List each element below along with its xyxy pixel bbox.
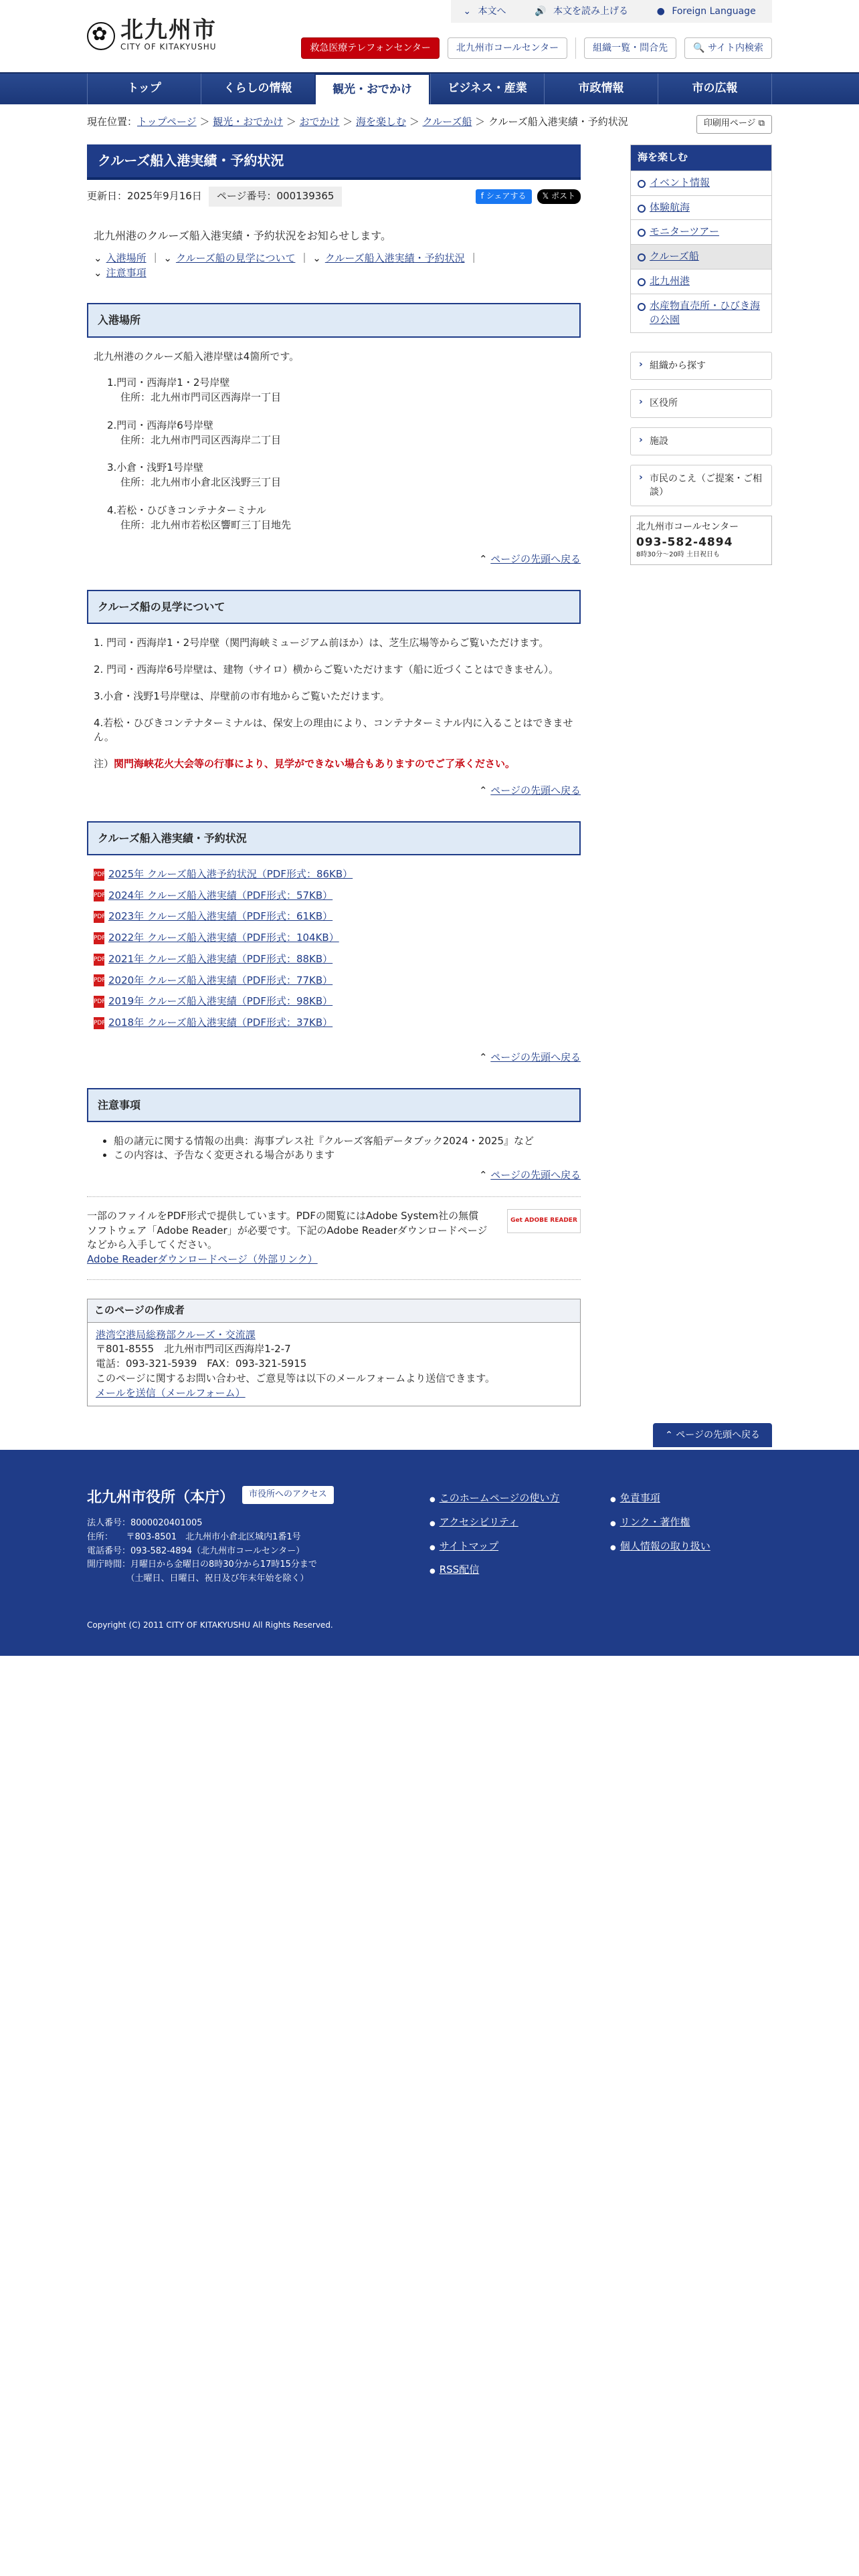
pdf-icon: PDF: [94, 954, 104, 966]
author-phone: 電話：093-321-5939 FAX：093-321-5915: [96, 1358, 307, 1370]
breadcrumb-link[interactable]: クルーズ船: [422, 116, 472, 128]
section-text: 3.小倉・浅野1号岸壁は、岸壁前の市有地からご覧いただけます。: [94, 689, 390, 702]
breadcrumb-link[interactable]: 観光・おでかけ: [213, 116, 284, 128]
pdf-link[interactable]: 2023年 クルーズ船入港実績（PDF形式：61KB）: [108, 910, 333, 923]
list-item: 3.小倉・浅野1号岸壁 住所：北九州市小倉北区浅野三丁目: [107, 461, 282, 489]
foreign-language-link[interactable]: ● Foreign Language: [656, 5, 756, 17]
breadcrumb-link[interactable]: トップページ: [137, 116, 197, 128]
access-button[interactable]: 市役所へのアクセス: [242, 1486, 334, 1504]
read-aloud-link[interactable]: 🔊 本文を読み上げる: [535, 5, 629, 17]
nav-city-info[interactable]: 市政情報: [544, 74, 658, 104]
notes-list: [114, 1134, 581, 1164]
pdf-link[interactable]: 2020年 クルーズ船入港実績（PDF形式：77KB）: [108, 974, 333, 986]
page-top-button[interactable]: ⌃ ページの先頭へ戻る: [653, 1423, 772, 1447]
breadcrumb-current: クルーズ船入港実績・予約状況: [488, 116, 628, 128]
logo-name: 北九州市: [120, 17, 217, 43]
call-center-banner[interactable]: [630, 516, 772, 564]
sidebar-item[interactable]: モニターツアー: [650, 225, 719, 238]
call-center-number: 093-582-4894: [636, 535, 733, 549]
footer-link[interactable]: リンク・著作権: [619, 1515, 690, 1528]
adobe-reader-badge[interactable]: Get ADOBE READER: [507, 1209, 581, 1233]
breadcrumb-link[interactable]: おでかけ: [299, 116, 340, 128]
back-to-top-link[interactable]: ページの先頭へ戻る: [490, 1169, 581, 1182]
sidebar-item[interactable]: イベント情報: [650, 176, 710, 189]
section-heading: 入港場所: [87, 303, 581, 337]
back-to-top-link[interactable]: ページの先頭へ戻る: [490, 553, 581, 566]
logo-english: CITY OF KITAKYUSHU: [120, 42, 217, 51]
section-text: 2. 門司・西海岸6号岸壁は、建物（サイロ）横からご覧いただけます（船に近づくことはできません）。: [94, 663, 559, 676]
section-text: 北九州港のクルーズ船入港岸壁は4箇所です。: [94, 350, 300, 362]
toc-link[interactable]: クルーズ船の見学について: [175, 251, 296, 264]
search-icon: 🔍: [693, 43, 705, 53]
site-search-button[interactable]: 🔍 サイト内検索: [684, 37, 772, 59]
footer-office-name: 北九州市役所（本庁）: [87, 1489, 235, 1506]
copyright: Copyright (C) 2011 CITY OF KITAKYUSHU All Rights Reserved.: [87, 1620, 333, 1630]
adobe-reader-notice: [87, 1196, 581, 1280]
mail-form-link[interactable]: メールを送信（メールフォーム）: [96, 1386, 246, 1399]
emergency-telephone-button[interactable]: 救急医療テレフォンセンター: [301, 37, 439, 59]
facilities-button[interactable]: › 施設: [630, 427, 772, 455]
author-inquiry: このページに関するお問い合わせ、ご意見等は以下のメールフォームより送信できます。: [96, 1372, 496, 1384]
toc-link[interactable]: 入港場所: [106, 251, 147, 264]
sidebar-item[interactable]: 水産物直売所・ひびき海の公園: [650, 299, 761, 326]
footer-link[interactable]: サイトマップ: [439, 1539, 499, 1552]
pdf-icon: PDF: [94, 889, 104, 901]
list-item: • 船の諸元に関する情報の出典：海事プレス社『クルーズ客船データブック2024・2025』など: [114, 1134, 581, 1149]
facebook-share-button[interactable]: f シェアする: [476, 189, 532, 203]
pdf-icon: PDF: [94, 932, 104, 944]
pdf-icon: PDF: [94, 911, 104, 923]
pdf-link[interactable]: 2024年 クルーズ船入港実績（PDF形式：57KB）: [108, 889, 333, 901]
print-page-button[interactable]: 印刷用ページ ⧉: [696, 115, 772, 134]
pdf-link[interactable]: 2019年 クルーズ船入港実績（PDF形式：98KB）: [108, 995, 333, 1008]
page-toc: ⌄ 入港場所 ｜ ⌄ クルーズ船の見学について ｜ ⌄ クルーズ船入港実績・予約状況 ｜ ⌄ 注意事項: [94, 251, 479, 279]
footer-link[interactable]: 個人情報の取り扱い: [619, 1539, 710, 1552]
list-item: 1.門司・西海岸1・2号岸壁 住所：北九州市門司区西海岸一丁目: [107, 377, 282, 404]
global-nav: [0, 72, 859, 104]
ward-office-button[interactable]: › 区役所: [630, 389, 772, 417]
updated-date: 更新日：2025年9月16日: [87, 190, 202, 202]
site-header: [87, 0, 772, 72]
list-item: 2.門司・西海岸6号岸壁 住所：北九州市門司区西海岸二丁目: [107, 419, 282, 446]
header-buttons: [301, 37, 772, 59]
divider: [575, 37, 576, 59]
section-text: 1. 門司・西海岸1・2号岸壁（関門海峡ミュージアム前ほか）は、芝生広場等からご覧いただけます。: [94, 637, 549, 649]
utility-links: [451, 0, 772, 23]
sidebar: [630, 144, 772, 1406]
section-heading: クルーズ船入港実績・予約状況: [87, 821, 581, 855]
nav-living[interactable]: くらしの情報: [201, 74, 314, 104]
breadcrumb-link[interactable]: 海を楽しむ: [356, 116, 407, 128]
footer-link[interactable]: 免責事項: [619, 1492, 660, 1504]
footer-address: 法人番号：8000020401005 住所： 〒803-8501 北九州市小倉北区城内1番1号 電話番号：093-582-4894（北九州市コールセンター） 開庁時間：月曜日から金曜日の8時30分から17時15分まで （土曜日、日曜日、祝日及び年末年始を除く）: [87, 1518, 317, 1584]
call-center-button[interactable]: 北九州市コールセンター: [448, 37, 567, 59]
author-address: 〒801-8555 北九州市門司区西海岸1-2-7: [96, 1343, 291, 1356]
breadcrumb-prefix: 現在位置：: [87, 116, 138, 128]
back-to-top-link[interactable]: ページの先頭へ戻る: [490, 1051, 581, 1063]
page-title: クルーズ船入港実績・予約状況: [87, 144, 581, 180]
call-center-name: 北九州市コールセンター: [636, 522, 739, 533]
list-item: • この内容は、予告なく変更される場合があります: [114, 1148, 581, 1163]
pdf-link[interactable]: 2018年 クルーズ船入港実績（PDF形式：37KB）: [108, 1016, 333, 1029]
section-heading: 注意事項: [87, 1088, 581, 1122]
footer-links: [430, 1491, 744, 1578]
footer-link[interactable]: アクセシビリティ: [439, 1515, 518, 1528]
pdf-link[interactable]: 2025年 クルーズ船入港予約状況（PDF形式：86KB）: [108, 867, 353, 880]
sidebar-item[interactable]: 体験航海: [650, 201, 690, 213]
pdf-icon: PDF: [94, 974, 104, 986]
pdf-link[interactable]: 2021年 クルーズ船入港実績（PDF形式：88KB）: [108, 952, 333, 965]
page-number: ページ番号：000139365: [209, 187, 343, 207]
nav-tourism[interactable]: 観光・おでかけ: [314, 74, 430, 104]
breadcrumb: 現在位置：トップページ ＞ 観光・おでかけ ＞ おでかけ ＞ 海を楽しむ ＞ クルーズ船 ＞ クルーズ船入港実績・予約状況 印刷用ページ ⧉: [87, 104, 772, 144]
footer-link[interactable]: このホームページの使い方: [439, 1492, 560, 1504]
adobe-download-link[interactable]: Adobe Readerダウンロードページ（外部リンク）: [87, 1253, 318, 1266]
nav-top[interactable]: トップ: [87, 74, 201, 104]
section-text: 4.若松・ひびきコンテナターミナルは、保安上の理由により、コンテナターミナル内に入ることはできません。: [94, 716, 573, 744]
site-footer: [0, 1450, 859, 1656]
port-list: [107, 376, 581, 532]
warning-note: 注）関門海峡花火大会等の行事により、見学ができない場合もありますのでご了承ください。: [94, 758, 516, 770]
nav-public-relations[interactable]: 市の広報: [658, 74, 772, 104]
page-author-box: [87, 1299, 581, 1407]
external-window-icon: ⧉: [758, 118, 765, 128]
toc-link[interactable]: クルーズ船入港実績・予約状況: [324, 251, 465, 264]
lead-text: 北九州港のクルーズ船入港実績・予約状況をお知らせします。: [94, 229, 391, 242]
pdf-icon: PDF: [94, 869, 104, 881]
section-heading: クルーズ船の見学について: [87, 590, 581, 624]
main-content: クルーズ船入港実績・予約状況 更新日：2025年9月16日 ページ番号：000139365 f シェアする 𝕏 ポスト 北九州港のクルーズ船入港実績・予約状況をお知らせします。 ⌄ 入港場所 ｜ ⌄ クルーズ船の見学について ｜ ⌄ クルーズ船入港実績・予約状況 ｜ ⌄ 注意事項 入港場所 北九州港のクルーズ船入港岸壁は4箇所です。 1.門司・西海岸1・2号岸壁 住所：北九州市門司区西海岸一丁目 2.門司・西海岸6号岸壁 住所：北九州市門司区西海岸二丁目 3.小倉・浅野1号岸壁 住所：北九州市小倉北区浅野三丁目 4.若松・ひびきコンテナターミナル 住所：北九州市若松区響町三丁目地先 ⌃ ページの先頭へ戻る クルーズ船の見学について 1. 門司・西海岸1・2号岸壁（関門海峡ミュージアム前ほか）は、芝生広場等からご覧いただけます。 2. 門司・西海岸6号岸壁は、建物（サイロ）横からご覧いただけます（船に近づくことはできません）。 3.小倉・浅野1号岸壁は、岸壁前の市有地からご覧いただけます。 4.若松・ひびきコンテナターミナルは、保安上の理由により、コンテナターミナル内に入ることはできません。 注）関門海峡花火大会等の行事により、見学ができない場合もありますのでご了承ください。 ⌃ ページの先頭へ戻る クルーズ船入港実績・予約状況 PDF 2025年 クルーズ船入港予約状況（PDF形式：86KB） PDF 2024年 クルーズ船入港実績（PDF形式：57KB） PDF 2023年 クルーズ船入港実績（PDF形式：61KB） PDF 2022年 クルーズ船入港実績（PDF形式：104KB） PDF 2021年 クルーズ船入港実績（PDF形式：88KB） PDF 2020年 クルーズ船入港実績（PDF形式：77KB） PDF 2019年 クルーズ船入港実績（PDF形式：98KB） PDF 2018年 クルーズ船入港実績（PDF形式：37KB） ⌃ ページの先頭へ戻る 注意事項 • 船の諸元に関する情報の出典：海事プレス社『クルーズ客船データブック2024・2025』など • この内容は、予告なく変更される場合があります ⌃ ページの先頭へ戻る 一部のファイルをPDF形式で提供しています。PDFの閲覧にはAdobe System社の無償ソフトウェア「Adobe Reader」が必要です。下記のAdobe Readerダウンロードページなどから入手してください。 Adobe Readerダウンロードページ（外部リンク） Get ADOBE READER このページの作成者 港湾空港局総務部クルーズ・交流課 〒801-8555 北九州市門司区西海岸1-2-7 電話：093-321-5939 FAX：093-321-5915 このページに関するお問い合わせ、ご意見等は以下のメールフォームより送信できます。 メールを送信（メールフォーム）: [87, 144, 581, 1406]
search-by-organization-button[interactable]: › 組織から探す: [630, 352, 772, 380]
sidebar-heading: 海を楽しむ: [631, 145, 771, 171]
adobe-text: 一部のファイルをPDF形式で提供しています。PDFの閲覧にはAdobe System社の無償ソフトウェア「Adobe Reader」が必要です。下記のAdobe Readerダウンロードページなどから入手してください。: [87, 1209, 488, 1251]
sidebar-menu: [630, 144, 772, 333]
call-center-hours: 8時30分〜20時 土日祝日も: [636, 551, 720, 559]
author-heading: このページの作成者: [88, 1299, 580, 1323]
skip-to-content-link[interactable]: ⌄ 本文へ: [463, 5, 506, 17]
back-to-top-link[interactable]: ページの先頭へ戻る: [490, 784, 581, 796]
pdf-icon: PDF: [94, 996, 104, 1008]
footer-link[interactable]: RSS配信: [439, 1564, 480, 1576]
city-emblem-icon: [87, 22, 115, 50]
pdf-link[interactable]: 2022年 クルーズ船入港実績（PDF形式：104KB）: [108, 932, 339, 944]
toc-link[interactable]: 注意事項: [106, 266, 147, 279]
sidebar-item[interactable]: 北九州港: [650, 274, 690, 287]
organization-list-button[interactable]: 組織一覧・問合先: [584, 37, 676, 59]
sidebar-item-current[interactable]: クルーズ船: [650, 250, 699, 262]
citizen-voice-button[interactable]: › 市民のこえ（ご提案・ご相談）: [630, 465, 772, 507]
list-item: 4.若松・ひびきコンテナターミナル 住所：北九州市若松区響町三丁目地先: [107, 504, 292, 531]
x-post-button[interactable]: 𝕏 ポスト: [537, 189, 581, 203]
pdf-icon: PDF: [94, 1017, 104, 1029]
site-logo[interactable]: [87, 19, 217, 53]
department-link[interactable]: 港湾空港局総務部クルーズ・交流課: [96, 1328, 256, 1341]
nav-business[interactable]: ビジネス・産業: [430, 74, 544, 104]
